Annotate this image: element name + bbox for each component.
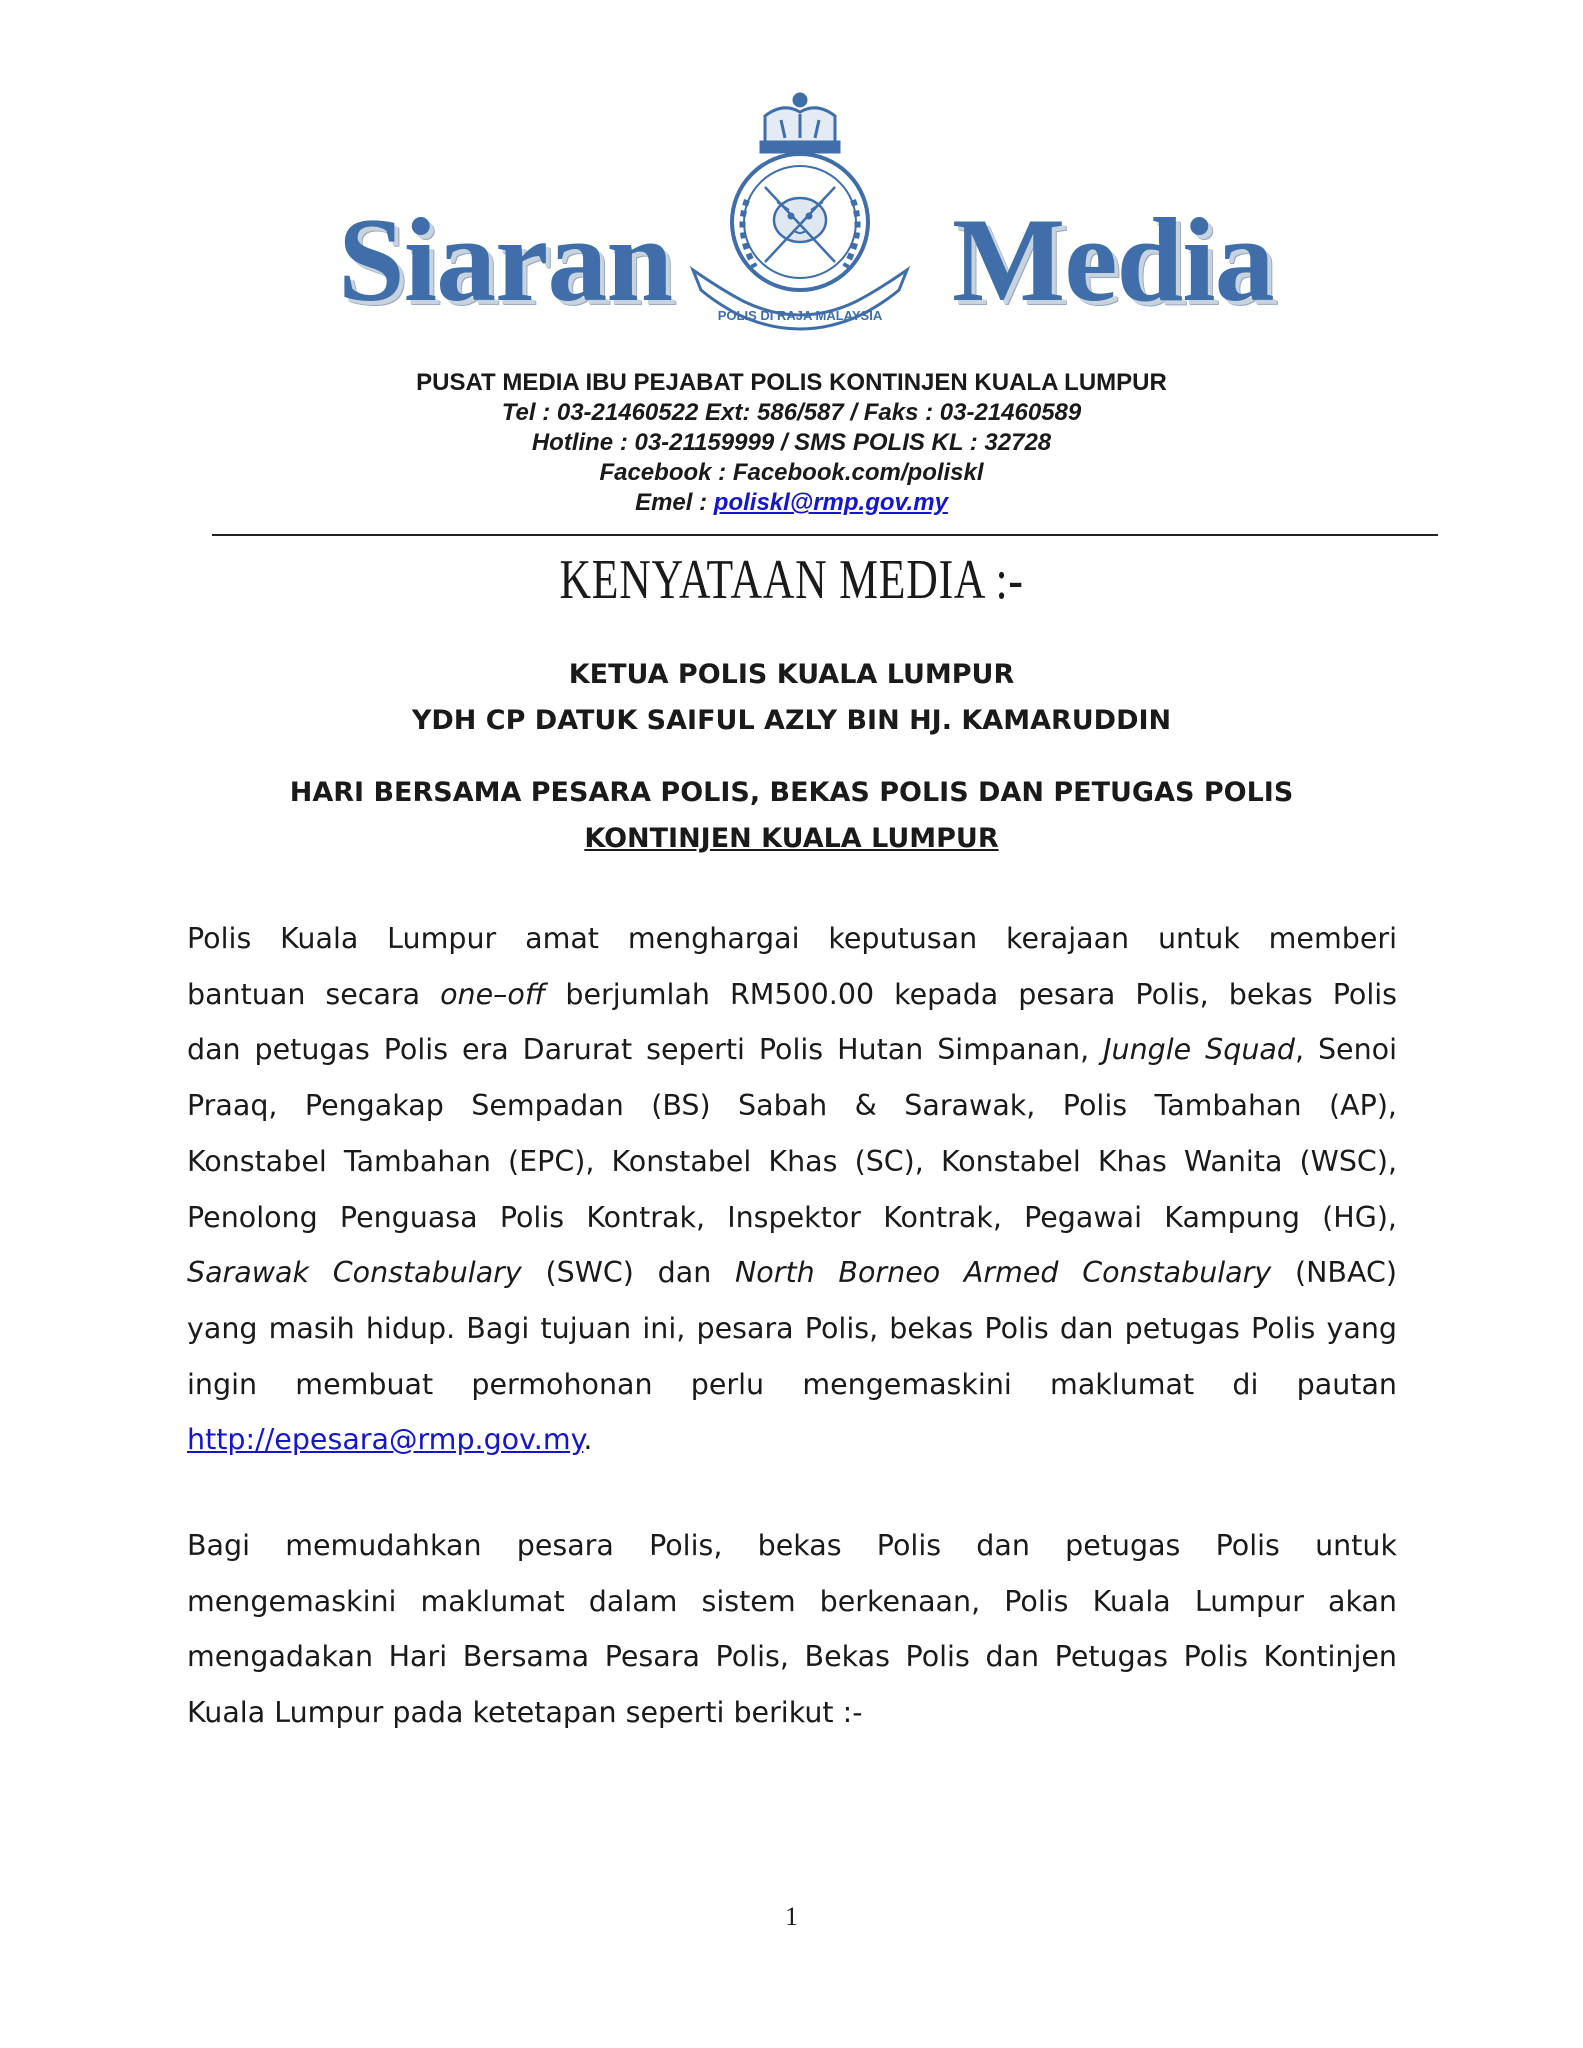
paragraph-2	[187, 1518, 1397, 1741]
p2-line-3: mengadakan Hari Bersama Pesara Polis, Bekas Polis dan Petugas Polis Kontinjen	[187, 1640, 1397, 1674]
facebook-line: Facebook : Facebook.com/poliskl	[599, 459, 984, 486]
kenyataan-media-heading: KENYATAAN MEDIA :-	[559, 549, 1024, 611]
p1-line-7: Sarawak Constabulary (SWC) dan North Borneo Armed Constabulary (NBAC)	[187, 1256, 1397, 1290]
crest-ribbon-text: POLIS DI RAJA MALAYSIA	[717, 308, 883, 323]
page-number: 1	[785, 1902, 798, 1931]
p1-line-9: ingin membuat permohonan perlu mengemaskini maklumat di pautan	[187, 1367, 1397, 1401]
hotline-line: Hotline : 03-21159999 / SMS POLIS KL : 32728	[531, 429, 1052, 456]
email-line	[0, 488, 1583, 518]
p1-line-6: Penolong Penguasa Polis Kontrak, Inspektor Kontrak, Pegawai Kampung (HG),	[187, 1200, 1397, 1234]
police-crest-icon	[685, 92, 915, 332]
banner-media: Media	[952, 193, 1274, 326]
speaker-title: KETUA POLIS KUALA LUMPUR	[568, 659, 1015, 690]
subject-heading	[0, 770, 1583, 862]
epesara-link[interactable]: http://epesara@rmp.gov.my	[187, 1423, 584, 1457]
subject-line-2: KONTINJEN KUALA LUMPUR	[584, 823, 999, 854]
banner-siaran: Siaran	[338, 193, 673, 326]
contact-block	[0, 368, 1583, 518]
tel-fax-line: Tel : 03-21460522 Ext: 586/587 / Faks : 03-21460589	[501, 399, 1082, 426]
paragraph-1	[187, 911, 1397, 1468]
email-link[interactable]: poliskl@rmp.gov.my	[713, 489, 948, 516]
p2-line-1: Bagi memudahkan pesara Polis, bekas Polis dan petugas Polis untuk	[187, 1529, 1397, 1562]
p1-line-1: Polis Kuala Lumpur amat menghargai keputusan kerajaan untuk memberi	[187, 922, 1397, 955]
speaker-heading	[0, 652, 1583, 744]
p1-line-8: yang masih hidup. Bagi tujuan ini, pesara Polis, bekas Polis dan petugas Polis yang	[187, 1311, 1397, 1345]
p1-line-5: Konstabel Tambahan (EPC), Konstabel Khas (SC), Konstabel Khas Wanita (WSC),	[187, 1144, 1397, 1178]
p1-line-10: http://epesara@rmp.gov.my.	[187, 1423, 593, 1457]
p1-line-4: Praaq, Pengakap Sempadan (BS) Sabah & Sarawak, Polis Tambahan (AP),	[187, 1089, 1397, 1123]
email-label: Emel :	[635, 489, 714, 516]
p1-line-2: bantuan secara one–off berjumlah RM500.00 kepada pesara Polis, bekas Polis	[187, 977, 1398, 1011]
p2-line-4: Kuala Lumpur pada ketetapan seperti berikut :-	[187, 1696, 863, 1730]
p1-line-3: dan petugas Polis era Darurat seperti Polis Hutan Simpanan, Jungle Squad, Senoi	[187, 1033, 1397, 1067]
speaker-name: YDH CP DATUK SAIFUL AZLY BIN HJ. KAMARUDDIN	[411, 705, 1172, 736]
media-center-title: PUSAT MEDIA IBU PEJABAT POLIS KONTINJEN KUALA LUMPUR	[416, 369, 1167, 396]
p2-line-2: mengemaskini maklumat dalam sistem berkenaan, Polis Kuala Lumpur akan	[187, 1584, 1397, 1618]
header-divider	[212, 534, 1438, 536]
subject-line-1: HARI BERSAMA PESARA POLIS, BEKAS POLIS DAN PETUGAS POLIS	[289, 777, 1294, 808]
